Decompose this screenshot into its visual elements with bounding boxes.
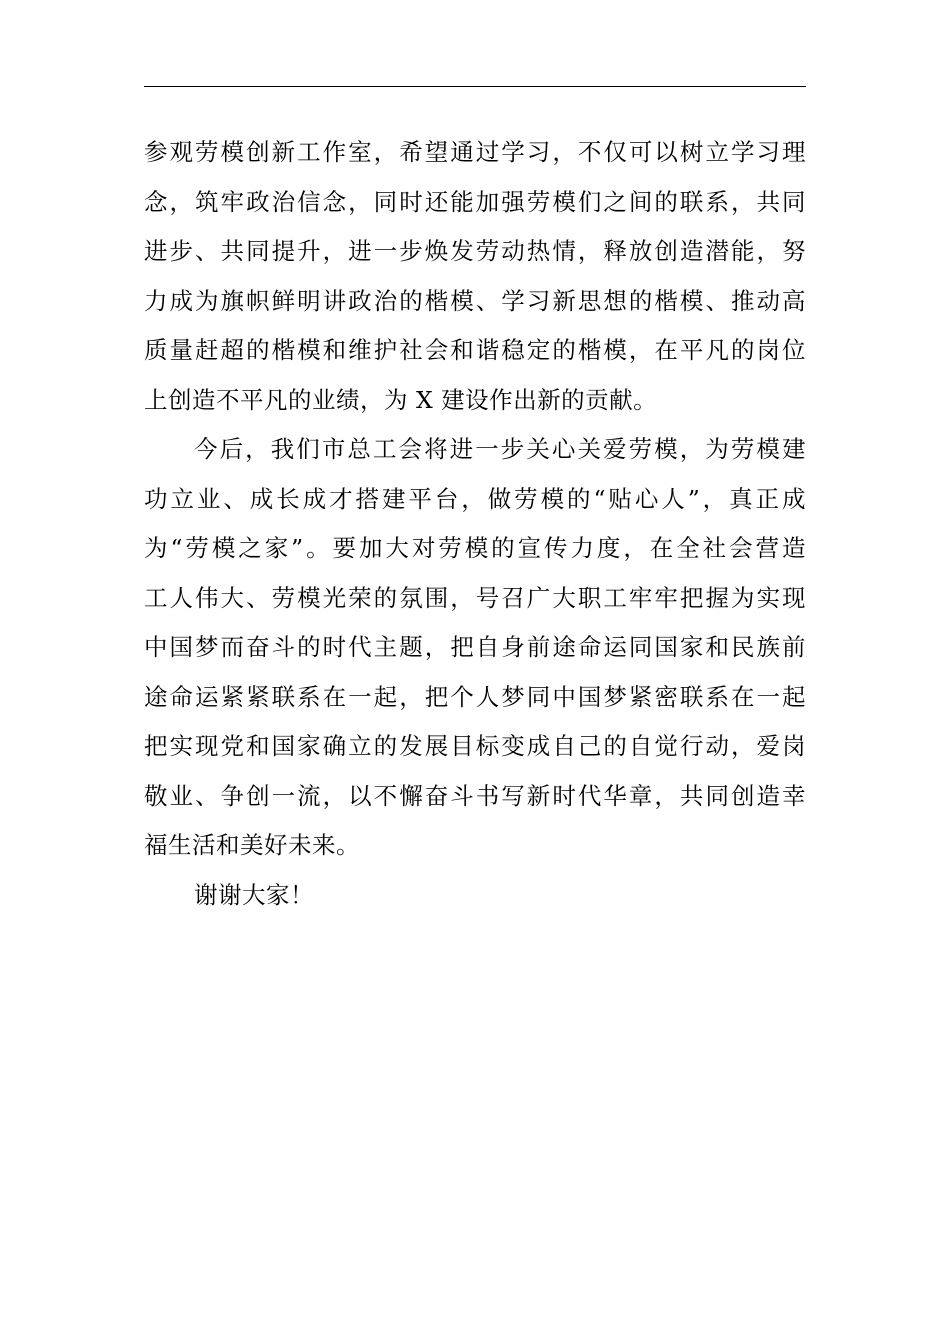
header-rule [144, 86, 806, 87]
paragraph-2-line-1: 今后，我们市总工会将进一步关心关爱劳模，为劳模建 [194, 435, 806, 463]
paragraph-2-line-8: 敬业、争创一流，以不懈奋斗书写新时代华章，共同创造幸 [144, 781, 806, 810]
paragraph-1-line-2: 念，筑牢政治信念，同时还能加强劳模们之间的联系，共同 [144, 187, 806, 216]
paragraph-1-line-1: 参观劳模创新工作室，希望通过学习，不仅可以树立学习理 [144, 138, 806, 166]
paragraph-2-line-9: 福生活和美好未来。 [144, 831, 360, 859]
paragraph-2-line-4: 工人伟大、劳模光荣的氛围，号召广大职工牢牢把握为实现 [144, 583, 806, 612]
paragraph-2-line-7: 把实现党和国家确立的发展目标变成自己的自觉行动，爱岗 [144, 732, 806, 760]
paragraph-2-line-6: 途命运紧紧联系在一起，把个人梦同中国梦紧密联系在一起 [144, 682, 806, 711]
paragraph-2-line-3: 为“劳模之家”。要加大对劳模的宣传力度，在全社会营造 [144, 534, 806, 562]
paragraph-2-line-5: 中国梦而奋斗的时代主题，把自身前途命运同国家和民族前 [144, 633, 806, 661]
closing-thanks: 谢谢大家！ [194, 880, 314, 909]
paragraph-1-line-5: 质量赶超的楷模和维护社会和谐稳定的楷模，在平凡的岗位 [144, 336, 806, 364]
paragraph-1-line-4: 力成为旗帜鲜明讲政治的楷模、学习新思想的楷模、推动高 [144, 286, 806, 315]
paragraph-1-line-6: 上创造不平凡的业绩，为 X 建设作出新的贡献。 [144, 385, 658, 414]
document-body [144, 128, 806, 920]
paragraph-2-line-2: 功立业、成长成才搭建平台，做劳模的“贴心人”，真正成 [144, 484, 806, 513]
paragraph-1-line-3: 进步、共同提升，进一步焕发劳动热情，释放创造潜能，努 [144, 237, 806, 265]
